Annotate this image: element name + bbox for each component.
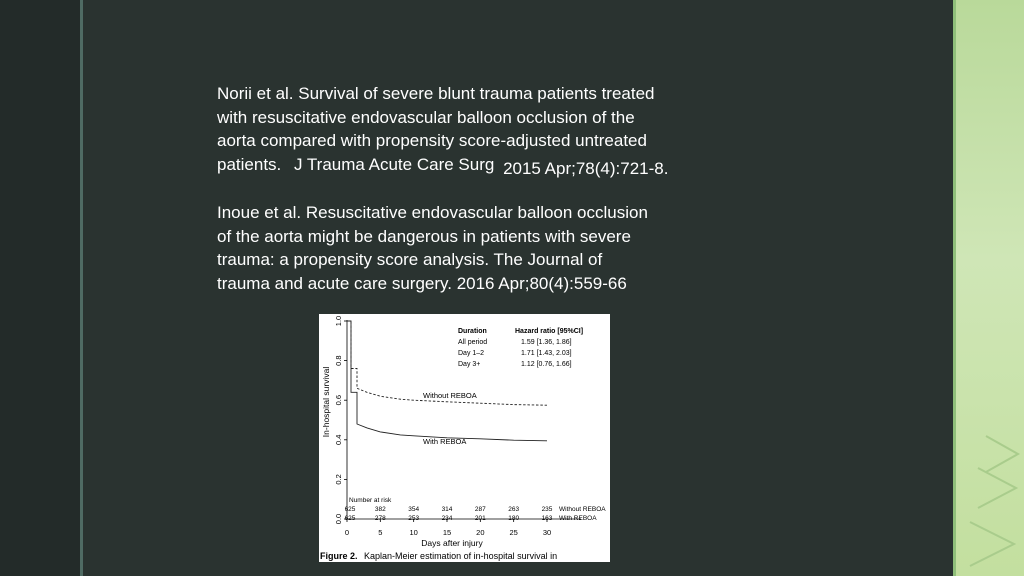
- kaplan-meier-figure: [319, 314, 610, 562]
- risk-table-title: Number at risk: [349, 497, 392, 504]
- right-decor-band: [956, 0, 1024, 576]
- y-tick-label: 0.4: [334, 434, 343, 446]
- series-label-with-reboa: With REBOA: [423, 437, 467, 446]
- left-decor-band: [0, 0, 80, 576]
- ref1-citation: 2015 Apr;78(4):721-8.: [503, 158, 669, 178]
- risk-value: 180: [508, 515, 520, 522]
- risk-value: 625: [344, 515, 356, 522]
- left-accent-line: [80, 0, 83, 576]
- caption-bold: Figure 2.: [320, 551, 358, 561]
- x-tick-label: 20: [476, 528, 485, 537]
- risk-value: 314: [441, 506, 453, 513]
- hazard-row-value: 1.71 [1.43, 2.03]: [521, 350, 572, 357]
- x-tick-label: 0: [344, 528, 350, 537]
- y-tick-label: 0.6: [334, 394, 343, 406]
- y-tick-label: 0.0: [334, 513, 343, 525]
- ref2-line1: Inoue et al. Resuscitative endovascular balloon occlusion: [217, 203, 648, 222]
- ref1-line2: with resuscitative endovascular balloon occlusion of the: [217, 107, 635, 127]
- x-axis-label: Days after injury: [421, 538, 483, 548]
- risk-value: 354: [408, 506, 420, 513]
- chevron-decor-icon: [956, 426, 1024, 576]
- x-tick-label: 5: [378, 528, 383, 537]
- caption-text: Kaplan-Meier estimation of in-hospital survival in: [364, 551, 558, 561]
- risk-value: 201: [474, 515, 486, 522]
- kaplan-meier-chart: [319, 314, 610, 562]
- risk-value: 287: [474, 506, 486, 513]
- ref2-line2: of the aorta might be dangerous in patients with severe: [217, 226, 631, 246]
- x-tick-label: 15: [442, 528, 452, 537]
- x-tick-label: 30: [542, 528, 552, 537]
- reference-norii: [217, 82, 737, 176]
- risk-value: 278: [374, 515, 386, 522]
- figure-caption: [320, 551, 557, 561]
- hazard-row-value: 1.12 [0.76, 1.66]: [521, 361, 572, 368]
- risk-value: 163: [541, 515, 553, 522]
- ref1-journal: J Trauma Acute Care Surg: [294, 154, 495, 174]
- hazard-row-label: All period: [458, 339, 488, 346]
- y-axis-label: In-hospital survival: [321, 366, 331, 438]
- reference-inoue: [217, 201, 717, 295]
- risk-value: 263: [508, 506, 520, 513]
- y-tick-label: 1.0: [334, 315, 343, 327]
- ref2-line4: trauma and acute care surgery. 2016 Apr;80(4):559-66: [217, 273, 627, 293]
- hazard-ratio-table: [458, 328, 583, 368]
- x-tick-label: 25: [509, 528, 518, 537]
- risk-value: 625: [344, 506, 356, 513]
- y-tick-label: 0.2: [334, 474, 343, 485]
- series-label-without-reboa: Without REBOA: [423, 391, 477, 400]
- right-accent-line: [953, 0, 956, 576]
- risk-row-label-without: Without REBOA: [559, 506, 606, 513]
- risk-value: 382: [374, 506, 386, 513]
- ref2-line3: trauma: a propensity score analysis. The Journal of: [217, 250, 603, 269]
- km-curve-with-reboa: [347, 321, 547, 441]
- risk-value: 235: [541, 506, 553, 513]
- ref1-line3: aorta compared with propensity score-adjusted untreated: [217, 131, 647, 150]
- risk-value: 253: [408, 515, 420, 522]
- risk-row-label-with: With REBOA: [559, 515, 597, 522]
- x-tick-label: 10: [409, 528, 418, 537]
- hazard-row-label: Day 1–2: [458, 350, 485, 357]
- risk-value: 234: [441, 515, 453, 522]
- hazard-row-value: 1.59 [1.36, 1.86]: [521, 339, 572, 346]
- y-tick-label: 0.8: [334, 355, 343, 366]
- ref1-line4: [217, 153, 737, 177]
- hazard-row-label: Day 3+: [458, 361, 481, 368]
- hazard-header-duration: Duration: [458, 328, 487, 335]
- ref1-line1: Norii et al. Survival of severe blunt trauma patients treated: [217, 84, 655, 103]
- ref1-line4a: patients.: [217, 154, 282, 174]
- hazard-header-ratio: Hazard ratio [95%CI]: [515, 328, 584, 335]
